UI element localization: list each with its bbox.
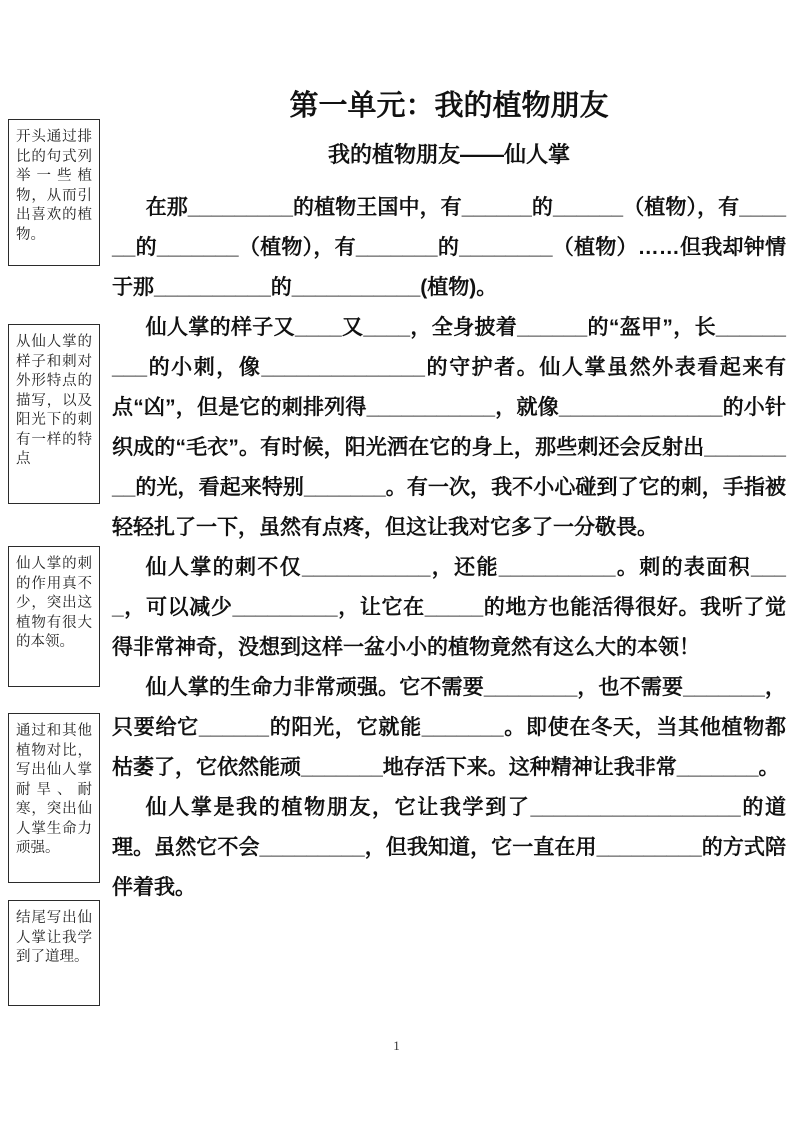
essay-paragraph-vitality: 仙人掌的生命力非常顽强。它不需要________，也不需要_______，只要给它______的阳光，它就能_______。即使在冬天，当其他植物都枯萎了，它依然能顽_______地存活下来。这种精神让我非常_______。 (112, 676, 786, 779)
margin-note-text: 开头通过排比的句式列举一些植物，从而引出喜欢的植物。 (16, 129, 92, 243)
essay-paragraph-intro: 在那_________的植物王国中，有______的______（植物），有______的_______（植物），有_______的________（植物）……但我却钟情于那__________的___________(植物)。 (112, 196, 786, 299)
margin-note-intro (8, 119, 100, 266)
margin-note-conclusion (8, 900, 100, 1006)
essay-paragraph-conclusion: 仙人掌是我的植物朋友，它让我学到了__________________的道理。虽然它不会_________，但我知道，它一直在用_________的方式陪伴着我。 (112, 796, 786, 899)
margin-note-thorn-function (8, 546, 100, 687)
margin-note-text: 结尾写出仙人掌让我学到了道理。 (16, 910, 92, 965)
unit-title: 第一单元：我的植物朋友 (289, 90, 609, 122)
essay-body (112, 188, 786, 908)
essay-title: 我的植物朋友——仙人掌 (327, 142, 570, 167)
margin-note-appearance (8, 324, 100, 504)
essay-column (112, 88, 786, 908)
essay-paragraph-appearance: 仙人掌的样子又____又____，全身披着______的“盔甲”，长_________的小刺，像______________的守护者。仙人掌虽然外表看起来有点“凶”，但是它的刺排列得___________，就像______________的小针织成的“毛衣”。有时候，阳光洒在它的身上，那些刺还会反射出_________的光，看起来特别_______。有一次，我不小心碰到了它的刺，手指被轻轻扎了一下，虽然有点疼，但这让我对它多了一分敬畏。 (112, 316, 786, 539)
essay-paragraph-thorn-function: 仙人掌的刺不仅___________，还能__________。刺的表面积____，可以减少_________，让它在_____的地方也能活得很好。我听了觉得非常神奇，没想到这样一盆小小的植物竟然有这么大的本领！ (112, 556, 786, 659)
margin-note-text: 通过和其他植物对比，写出仙人掌耐旱、耐寒，突出仙人掌生命力顽强。 (16, 723, 92, 856)
page-number: 1 (393, 1038, 400, 1053)
margin-note-text: 从仙人掌的样子和刺对外形特点的描写，以及阳光下的刺有一样的特点 (16, 334, 92, 467)
margin-note-vitality (8, 713, 100, 883)
margin-note-text: 仙人掌的刺的作用真不少，突出这植物有很大的本领。 (16, 556, 92, 650)
